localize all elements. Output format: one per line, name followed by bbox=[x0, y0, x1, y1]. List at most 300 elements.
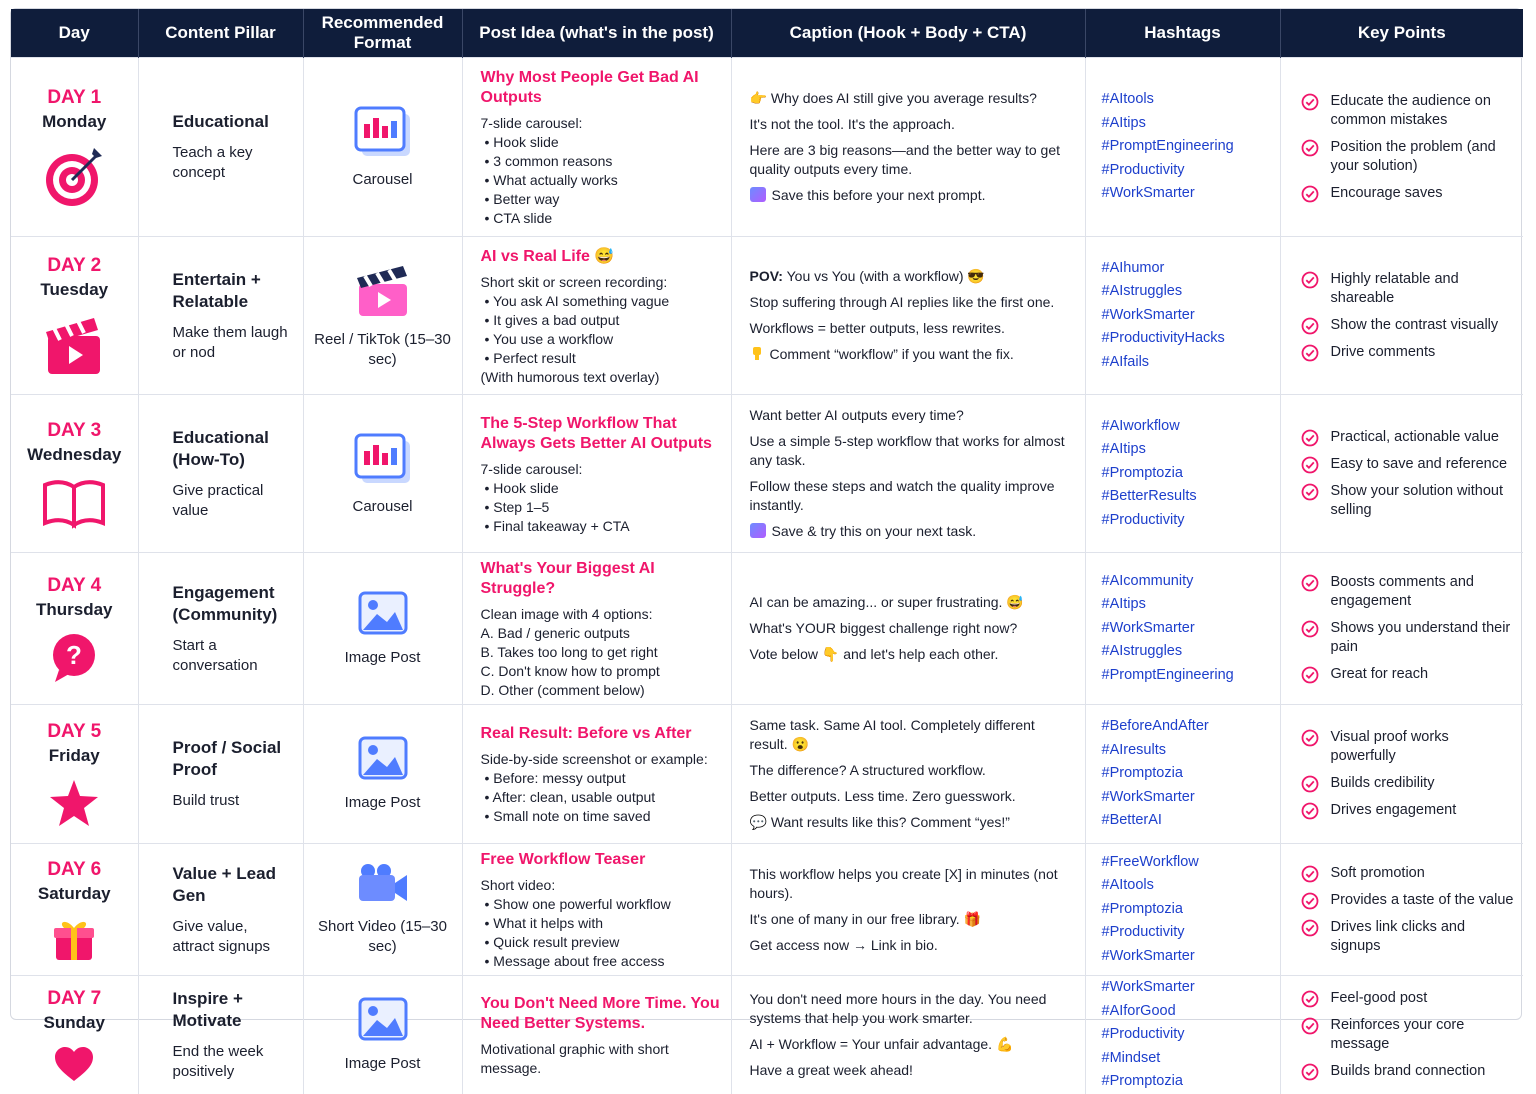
caption-emoji: 💬 bbox=[749, 814, 767, 830]
post-bullet: • What actually works bbox=[481, 171, 723, 190]
check-circle-icon bbox=[1301, 139, 1319, 157]
check-circle-icon bbox=[1301, 892, 1319, 910]
header-format: Recommended Format bbox=[303, 9, 462, 58]
caption-bold: POV: bbox=[749, 268, 783, 284]
save-icon bbox=[750, 187, 766, 202]
post-title: What's Your Biggest AI Struggle? bbox=[480, 560, 655, 597]
post-bullet: • Before: messy output bbox=[481, 769, 723, 788]
hashtag-link[interactable]: #AIstruggles bbox=[1101, 283, 1183, 300]
heart-icon bbox=[11, 1045, 138, 1083]
key-point bbox=[1301, 138, 1518, 176]
post-intro: Short skit or screen recording: bbox=[480, 273, 668, 290]
day-number: DAY 4 bbox=[47, 574, 102, 596]
day-cell bbox=[11, 58, 138, 237]
pillar-title: Proof / Social Proof bbox=[172, 738, 282, 779]
key-point bbox=[1301, 92, 1518, 130]
post-option: D. Other (comment below) bbox=[480, 682, 645, 698]
day-cell bbox=[11, 395, 138, 553]
header-hashtags: Hashtags bbox=[1085, 9, 1280, 58]
day-name: Friday bbox=[48, 746, 100, 765]
post-title: You Don't Need More Time. You Need Better Systems. bbox=[480, 994, 720, 1032]
hashtag-link[interactable]: #AItools bbox=[1101, 877, 1154, 894]
key-point-text: Highly relatable and shareable bbox=[1330, 270, 1459, 306]
check-circle-icon bbox=[1301, 1063, 1319, 1081]
hashtag-link[interactable]: #WorkSmarter bbox=[1101, 979, 1195, 995]
pillar-cell bbox=[138, 844, 303, 976]
key-points-cell bbox=[1280, 553, 1523, 705]
caption-text: Same task. Same AI tool. Completely different result. 😮 bbox=[749, 717, 1035, 752]
caption-text: Better outputs. Less time. Zero guesswork. bbox=[749, 788, 1016, 804]
hashtag-link[interactable]: #AItips bbox=[1101, 596, 1146, 613]
post-bullet: • CTA slide bbox=[481, 209, 723, 228]
caption-line bbox=[750, 293, 1067, 312]
caption-text: You vs You (with a workflow) 😎 bbox=[786, 268, 985, 284]
post-bullet: • After: clean, usable output bbox=[481, 788, 723, 807]
calendar-row bbox=[11, 553, 1523, 705]
hashtags-cell bbox=[1085, 976, 1280, 1094]
hashtags-cell bbox=[1085, 553, 1280, 705]
caption-line bbox=[750, 522, 1067, 541]
key-points-cell bbox=[1280, 705, 1523, 844]
caption-text: Want better AI outputs every time? bbox=[749, 407, 964, 423]
caption-cell bbox=[731, 844, 1085, 976]
key-point-text: Educate the audience on common mistakes bbox=[1330, 92, 1491, 128]
video-camera-icon bbox=[304, 863, 462, 907]
pillar-title: Entertain + Relatable bbox=[172, 269, 261, 311]
pillar-cell bbox=[138, 976, 303, 1094]
caption-cell bbox=[731, 705, 1085, 844]
caption-text: Save this before your next prompt. bbox=[771, 187, 986, 203]
post-note: (With humorous text overlay) bbox=[480, 368, 660, 385]
post-bullet: • Hook slide bbox=[481, 479, 723, 498]
format-label: Reel / TikTok (15–30 sec) bbox=[314, 330, 451, 368]
check-circle-icon bbox=[1301, 666, 1319, 684]
check-circle-icon bbox=[1301, 865, 1319, 883]
hashtag-link[interactable]: #Productivity bbox=[1101, 511, 1185, 528]
calendar-row bbox=[11, 976, 1523, 1094]
pillar-description: Teach a key concept bbox=[172, 144, 253, 181]
post-title: AI vs Real Life 😅 bbox=[480, 247, 615, 265]
hashtag-link[interactable]: #BetterResults bbox=[1101, 488, 1197, 505]
day-number: DAY 5 bbox=[47, 721, 102, 742]
format-cell bbox=[303, 844, 462, 976]
check-circle-icon bbox=[1301, 271, 1319, 289]
key-point-text: Builds credibility bbox=[1330, 775, 1435, 791]
caption-text: This workflow helps you create [X] in minutes (not hours). bbox=[749, 865, 1058, 901]
caption-text: Workflows = better outputs, less rewrites. bbox=[749, 320, 1005, 336]
format-cell bbox=[303, 705, 462, 844]
hashtag-link[interactable]: #FreeWorkflow bbox=[1101, 853, 1199, 870]
key-points-cell bbox=[1280, 58, 1523, 237]
caption-text: AI + Workflow = Your unfair advantage. 💪 bbox=[749, 1035, 1014, 1052]
hashtag-link[interactable]: #Productivity bbox=[1101, 161, 1185, 178]
post-title: Free Workflow Teaser bbox=[480, 851, 646, 868]
key-point-text: Practical, actionable value bbox=[1330, 428, 1499, 445]
day-name: Wednesday bbox=[27, 444, 122, 464]
caption-line bbox=[750, 319, 1067, 338]
check-circle-icon bbox=[1301, 185, 1319, 203]
hashtag-link[interactable]: #AIhumor bbox=[1101, 259, 1165, 276]
header-post: Post Idea (what's in the post) bbox=[462, 9, 731, 58]
caption-line bbox=[750, 936, 1067, 955]
caption-line bbox=[750, 865, 1067, 903]
header-pillar: Content Pillar bbox=[138, 9, 303, 58]
caption-text: Vote below 👇 and let's help each other. bbox=[749, 646, 999, 662]
calendar-row bbox=[11, 705, 1523, 844]
pillar-description: Give practical value bbox=[172, 481, 264, 519]
caption-line bbox=[750, 645, 1067, 664]
image-icon bbox=[304, 996, 462, 1044]
carousel-icon bbox=[304, 431, 462, 487]
key-point-text: Feel-good post bbox=[1330, 989, 1428, 1006]
format-label: Image Post bbox=[344, 648, 421, 666]
day-name: Saturday bbox=[37, 883, 111, 903]
post-option: C. Don't know how to prompt bbox=[480, 663, 660, 679]
key-point-text: Visual proof works powerfully bbox=[1330, 729, 1449, 764]
caption-line bbox=[750, 593, 1067, 612]
day-cell bbox=[11, 553, 138, 705]
key-points-cell bbox=[1280, 844, 1523, 976]
post-idea-cell bbox=[462, 844, 731, 976]
day-cell bbox=[11, 976, 138, 1094]
check-circle-icon bbox=[1301, 729, 1319, 747]
caption-text: AI can be amazing... or super frustrating. 😅 bbox=[749, 594, 1024, 610]
post-bullet: • 3 common reasons bbox=[481, 152, 723, 171]
caption-line bbox=[750, 345, 1067, 364]
star-icon bbox=[11, 778, 138, 828]
key-points-cell bbox=[1280, 976, 1523, 1094]
caption-line bbox=[750, 990, 1067, 1028]
key-point bbox=[1301, 270, 1518, 308]
key-point-text: Great for reach bbox=[1330, 666, 1429, 682]
format-cell bbox=[303, 58, 462, 237]
hashtag-link[interactable]: #WorkSmarter bbox=[1101, 306, 1195, 323]
post-idea-cell bbox=[462, 553, 731, 705]
header-day: Day bbox=[11, 9, 138, 58]
caption-text: Save & try this on your next task. bbox=[771, 523, 977, 539]
post-bullet: • It gives a bad output bbox=[481, 311, 723, 330]
hashtag-link[interactable]: #Productivity bbox=[1101, 924, 1185, 941]
day-name: Sunday bbox=[43, 1012, 105, 1032]
post-intro: 7-slide carousel: bbox=[480, 115, 583, 131]
reel-icon bbox=[304, 262, 462, 320]
caption-text: Use a simple 5-step workflow that works for almost any task. bbox=[749, 433, 1065, 468]
caption-cell bbox=[731, 58, 1085, 237]
check-circle-icon bbox=[1301, 574, 1319, 592]
check-circle-icon bbox=[1301, 919, 1319, 937]
caption-cell bbox=[731, 553, 1085, 705]
hashtag-link[interactable]: #Promptozia bbox=[1101, 464, 1183, 481]
caption-line bbox=[750, 432, 1067, 470]
post-bullet: • Small note on time saved bbox=[481, 807, 723, 826]
caption-text: What's YOUR biggest challenge right now? bbox=[749, 620, 1018, 636]
key-point bbox=[1301, 619, 1518, 657]
hashtag-link[interactable]: #BeforeAndAfter bbox=[1101, 718, 1209, 735]
format-cell bbox=[303, 976, 462, 1094]
caption-text: The difference? A structured workflow. bbox=[749, 762, 986, 778]
post-bullet: • Hook slide bbox=[481, 133, 723, 152]
caption-line bbox=[750, 761, 1067, 780]
key-point bbox=[1301, 1016, 1518, 1054]
key-point bbox=[1301, 455, 1518, 474]
post-bullet: • What it helps with bbox=[481, 914, 723, 933]
hashtag-link[interactable]: #Promptozia bbox=[1101, 900, 1183, 917]
check-circle-icon bbox=[1301, 93, 1319, 111]
day-name: Thursday bbox=[35, 599, 113, 619]
key-point-text: Soft promotion bbox=[1330, 864, 1425, 881]
key-point-text: Position the problem (and your solution) bbox=[1330, 138, 1496, 174]
day-number: DAY 2 bbox=[47, 254, 102, 276]
key-point bbox=[1301, 482, 1518, 520]
check-circle-icon bbox=[1301, 620, 1319, 638]
hashtag-link[interactable]: #ProductivityHacks bbox=[1101, 330, 1225, 347]
caption-line bbox=[750, 141, 1067, 179]
format-label: Short Video (15–30 sec) bbox=[318, 917, 447, 955]
post-option: A. Bad / generic outputs bbox=[480, 625, 630, 641]
check-circle-icon bbox=[1301, 317, 1319, 335]
key-point bbox=[1301, 316, 1518, 335]
header-row bbox=[11, 9, 1523, 58]
header-keypoints: Key Points bbox=[1280, 9, 1523, 58]
day-name: Tuesday bbox=[40, 279, 109, 299]
day-number: DAY 7 bbox=[47, 987, 102, 1009]
hashtag-link[interactable]: #AItips bbox=[1101, 114, 1146, 131]
gift-icon bbox=[11, 916, 138, 962]
svg-text:?: ? bbox=[66, 639, 83, 670]
post-idea-cell bbox=[462, 976, 731, 1094]
caption-text: Want results like this? Comment “yes!” bbox=[770, 814, 1010, 830]
caption-line bbox=[750, 1061, 1067, 1080]
post-idea-cell bbox=[462, 705, 731, 844]
pillar-cell bbox=[138, 553, 303, 705]
key-points-cell bbox=[1280, 237, 1523, 395]
pillar-title: Educational (How-To) bbox=[172, 427, 269, 469]
hashtags-cell bbox=[1085, 58, 1280, 237]
day-number: DAY 6 bbox=[47, 858, 102, 880]
post-intro: Short video: bbox=[480, 877, 556, 893]
key-point bbox=[1301, 891, 1518, 910]
key-point bbox=[1301, 184, 1518, 203]
key-points-cell bbox=[1280, 395, 1523, 553]
caption-emoji: 👉 bbox=[749, 90, 767, 106]
hashtag-link[interactable]: #AIresults bbox=[1101, 741, 1166, 758]
post-intro: Motivational graphic with short message. bbox=[480, 1040, 669, 1076]
caption-cell bbox=[731, 395, 1085, 553]
caption-line bbox=[750, 89, 1067, 108]
pillar-cell bbox=[138, 705, 303, 844]
post-bullet: • Message about free access bbox=[481, 952, 723, 971]
check-circle-icon bbox=[1301, 456, 1319, 474]
check-circle-icon bbox=[1301, 775, 1319, 793]
hashtag-link[interactable]: #PromptEngineering bbox=[1101, 666, 1234, 683]
format-label: Image Post bbox=[344, 794, 421, 811]
target-icon bbox=[11, 144, 138, 208]
pillar-cell bbox=[138, 395, 303, 553]
caption-text: It's one of many in our free library. 🎁 bbox=[749, 910, 981, 927]
pillar-description: Make them laugh or nod bbox=[172, 323, 288, 361]
book-icon bbox=[11, 477, 138, 529]
calendar-row bbox=[11, 395, 1523, 553]
hashtag-link[interactable]: #WorkSmarter bbox=[1101, 619, 1195, 636]
caption-cell bbox=[731, 976, 1085, 1094]
caption-line bbox=[750, 1035, 1067, 1054]
post-intro: Side-by-side screenshot or example: bbox=[480, 751, 708, 767]
key-point bbox=[1301, 665, 1518, 684]
pillar-title: Engagement (Community) bbox=[172, 582, 278, 624]
pillar-title: Value + Lead Gen bbox=[172, 863, 276, 905]
image-icon bbox=[304, 735, 462, 783]
caption-text: Have a great week ahead! bbox=[749, 1061, 913, 1078]
calendar-row bbox=[11, 237, 1523, 395]
key-point bbox=[1301, 864, 1518, 883]
key-point-text: Shows you understand their pain bbox=[1330, 620, 1511, 655]
pillar-description: End the week positively bbox=[172, 1042, 264, 1080]
format-cell bbox=[303, 237, 462, 395]
calendar-row bbox=[11, 844, 1523, 976]
post-option: B. Takes too long to get right bbox=[480, 644, 658, 660]
post-title: Real Result: Before vs After bbox=[480, 725, 692, 742]
pillar-title: Inspire + Motivate bbox=[172, 988, 243, 1030]
caption-line bbox=[750, 910, 1067, 929]
caption-line bbox=[750, 813, 1067, 832]
question-bubble-icon bbox=[11, 632, 138, 684]
caption-text: Stop suffering through AI replies like the first one. bbox=[749, 294, 1055, 310]
day-number: DAY 1 bbox=[47, 87, 102, 108]
caption-line bbox=[750, 477, 1067, 515]
hashtag-link[interactable]: #Productivity bbox=[1101, 1026, 1185, 1043]
key-point bbox=[1301, 728, 1518, 766]
day-number: DAY 3 bbox=[47, 419, 102, 441]
post-bullet: • You ask AI something vague bbox=[481, 292, 723, 311]
save-icon bbox=[750, 523, 766, 538]
format-label: Carousel bbox=[352, 171, 413, 188]
hashtags-cell bbox=[1085, 705, 1280, 844]
content-calendar-table bbox=[10, 8, 1522, 1090]
hashtags-cell bbox=[1085, 844, 1280, 976]
post-bullet: • Quick result preview bbox=[481, 933, 723, 952]
post-bullet: • Step 1–5 bbox=[481, 498, 723, 517]
post-title: Why Most People Get Bad AI Outputs bbox=[480, 69, 699, 106]
key-point bbox=[1301, 428, 1518, 447]
day-cell bbox=[11, 844, 138, 976]
key-point-text: Show the contrast visually bbox=[1330, 316, 1499, 333]
key-point bbox=[1301, 918, 1518, 956]
key-point-text: Easy to save and reference bbox=[1330, 455, 1508, 472]
pillar-cell bbox=[138, 237, 303, 395]
hashtag-link[interactable]: #AItools bbox=[1101, 91, 1154, 108]
pointing-down-icon bbox=[750, 346, 764, 362]
check-circle-icon bbox=[1301, 990, 1319, 1008]
caption-line bbox=[750, 186, 1067, 205]
pillar-description: Give value, attract signups bbox=[172, 917, 271, 955]
caption-line bbox=[750, 787, 1067, 806]
hashtag-link[interactable]: #Promptozia bbox=[1101, 1073, 1183, 1090]
hashtag-link[interactable]: #Mindset bbox=[1101, 1049, 1161, 1066]
key-point-text: Builds brand connection bbox=[1330, 1062, 1486, 1079]
post-idea-cell bbox=[462, 395, 731, 553]
calendar-row bbox=[11, 58, 1523, 237]
format-label: Image Post bbox=[344, 1054, 421, 1072]
day-name: Monday bbox=[42, 112, 107, 131]
format-cell bbox=[303, 395, 462, 553]
caption-line bbox=[750, 406, 1067, 425]
post-intro: 7-slide carousel: bbox=[480, 460, 583, 477]
key-point bbox=[1301, 774, 1518, 793]
hashtag-link[interactable]: #AIcommunity bbox=[1101, 572, 1194, 589]
hashtag-link[interactable]: #Promptozia bbox=[1101, 765, 1183, 782]
key-point-text: Show your solution without selling bbox=[1330, 482, 1503, 518]
key-point-text: Reinforces your core message bbox=[1330, 1016, 1465, 1052]
key-point bbox=[1301, 989, 1518, 1008]
caption-text: Here are 3 big reasons—and the better way to get quality outputs every time. bbox=[749, 142, 1061, 177]
hashtag-link[interactable]: #AIforGood bbox=[1101, 1002, 1176, 1019]
pillar-title: Educational bbox=[172, 112, 269, 131]
caption-line bbox=[750, 267, 1067, 286]
pillar-description: Start a conversation bbox=[172, 636, 258, 674]
caption-text: Follow these steps and watch the quality improve instantly. bbox=[749, 478, 1055, 513]
hashtags-cell bbox=[1085, 395, 1280, 553]
hashtag-link[interactable]: #WorkSmarter bbox=[1101, 788, 1195, 805]
check-circle-icon bbox=[1301, 1017, 1319, 1035]
hashtag-link[interactable]: #BetterAI bbox=[1101, 812, 1162, 829]
check-circle-icon bbox=[1301, 483, 1319, 501]
caption-text: You don't need more hours in the day. You need systems that help you work smarter. bbox=[749, 990, 1047, 1026]
key-point-text: Encourage saves bbox=[1330, 184, 1443, 201]
caption-line bbox=[750, 716, 1067, 754]
key-point-text: Drive comments bbox=[1330, 343, 1436, 360]
format-cell bbox=[303, 553, 462, 705]
key-point-text: Drives link clicks and signups bbox=[1330, 918, 1466, 954]
check-circle-icon bbox=[1301, 429, 1319, 447]
key-point bbox=[1301, 801, 1518, 820]
clapperboard-icon bbox=[11, 312, 138, 378]
key-point bbox=[1301, 1062, 1518, 1081]
post-bullet: • Better way bbox=[481, 190, 723, 209]
key-point bbox=[1301, 343, 1518, 362]
day-cell bbox=[11, 705, 138, 844]
hashtag-link[interactable]: #WorkSmarter bbox=[1101, 947, 1195, 964]
post-bullet: • Show one powerful workflow bbox=[481, 895, 723, 914]
key-point-text: Provides a taste of the value bbox=[1330, 891, 1514, 908]
format-label: Carousel bbox=[352, 497, 413, 515]
post-intro: Clean image with 4 options: bbox=[480, 606, 653, 622]
pillar-description: Build trust bbox=[172, 792, 240, 809]
post-bullet: • Final takeaway + CTA bbox=[481, 517, 723, 536]
carousel-icon bbox=[304, 104, 462, 160]
post-idea-cell bbox=[462, 237, 731, 395]
caption-line bbox=[750, 619, 1067, 638]
check-circle-icon bbox=[1301, 344, 1319, 362]
hashtag-link[interactable]: #AIfails bbox=[1101, 353, 1150, 370]
caption-text: Why does AI still give you average results? bbox=[770, 90, 1037, 106]
check-circle-icon bbox=[1301, 802, 1319, 820]
hashtag-link[interactable]: #PromptEngineering bbox=[1101, 138, 1234, 155]
key-point bbox=[1301, 573, 1518, 611]
post-idea-cell bbox=[462, 58, 731, 237]
image-icon bbox=[304, 590, 462, 638]
hashtags-cell bbox=[1085, 237, 1280, 395]
hashtag-link[interactable]: #AIworkflow bbox=[1101, 417, 1180, 434]
hashtag-link[interactable]: #WorkSmarter bbox=[1101, 185, 1195, 202]
caption-text: Get access now → Link in bio. bbox=[749, 936, 938, 953]
post-title: The 5-Step Workflow That Always Gets Better AI Outputs bbox=[480, 414, 712, 452]
hashtag-link[interactable]: #AItips bbox=[1101, 441, 1146, 458]
post-bullet: • Perfect result bbox=[481, 349, 723, 368]
caption-line bbox=[750, 115, 1067, 134]
key-point-text: Drives engagement bbox=[1330, 802, 1457, 818]
hashtag-link[interactable]: #AIstruggles bbox=[1101, 643, 1183, 660]
header-caption: Caption (Hook + Body + CTA) bbox=[731, 9, 1085, 58]
